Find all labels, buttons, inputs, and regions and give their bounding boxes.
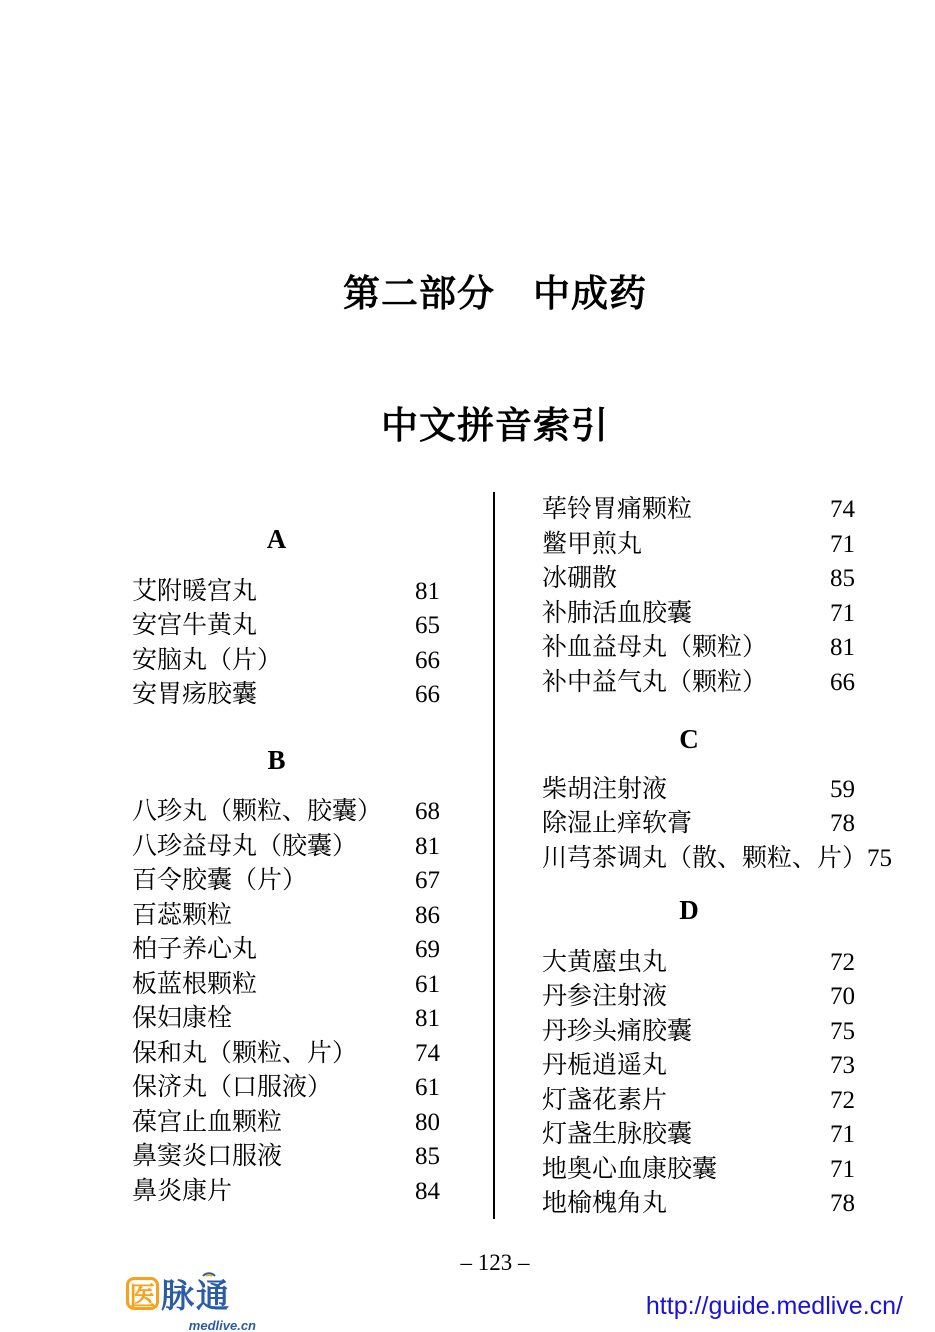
entry-page-number: 75 — [830, 1017, 855, 1045]
entry-name: 安胃疡胶囊 — [132, 681, 258, 708]
section-letter-B: B — [267, 744, 286, 775]
entry-name: 大黄䗪虫丸 — [542, 948, 668, 976]
entry-page-number: 81 — [415, 832, 440, 860]
index-entry — [523, 1118, 855, 1153]
entry-name: 地榆槐角丸 — [542, 1190, 668, 1217]
index-right-column — [523, 493, 893, 1222]
entry-name: 补肺活血胶囊 — [542, 599, 693, 627]
entry-page-number: 74 — [830, 496, 855, 523]
footer-url-link[interactable]: http://guide.medlive.cn/ — [645, 1292, 903, 1320]
index-entry — [523, 773, 855, 808]
entry-name: 丹栀逍遥丸 — [542, 1052, 668, 1079]
entry-page-number: 80 — [415, 1108, 440, 1136]
entry-page-number: 71 — [830, 530, 855, 558]
entry-page-number: 71 — [830, 1155, 855, 1183]
entry-page-number: 59 — [830, 775, 855, 803]
entry-name: 安宫牛黄丸 — [132, 612, 258, 639]
logo-yi-icon: 医 — [126, 1277, 159, 1310]
logo-domain-text: medlive.cn — [188, 1318, 256, 1332]
index-entry — [523, 597, 855, 632]
index-entry — [523, 562, 855, 597]
entry-name: 柏子养心丸 — [132, 936, 258, 963]
column-divider-rule — [493, 492, 495, 1219]
entry-page-number: 78 — [830, 1190, 855, 1217]
index-entry — [113, 575, 440, 610]
entry-name: 川芎茶调丸（散、颗粒、片） — [542, 844, 868, 872]
logo-text: 脉通 — [161, 1277, 231, 1314]
entry-name: 灯盏生脉胶囊 — [542, 1121, 693, 1148]
entry-name: 柴胡注射液 — [542, 775, 668, 803]
entry-page-number: 72 — [830, 1086, 855, 1114]
index-entry — [113, 830, 440, 865]
index-entry — [113, 1140, 440, 1175]
index-entry — [523, 980, 855, 1015]
index-section — [523, 893, 855, 1222]
entry-name: 板蓝根颗粒 — [132, 970, 258, 998]
entry-page-number: 85 — [830, 565, 855, 592]
entry-page-number: 71 — [830, 1121, 855, 1148]
index-entry — [113, 644, 440, 679]
entry-page-number: 84 — [415, 1177, 440, 1205]
page-number: – 123 – — [460, 1250, 530, 1275]
entry-page-number: 69 — [415, 936, 440, 963]
entry-name: 丹参注射液 — [542, 983, 668, 1010]
entry-page-number: 86 — [415, 901, 440, 929]
entry-page-number: 72 — [830, 948, 855, 976]
index-section — [523, 493, 855, 700]
entry-page-number: 65 — [415, 612, 440, 639]
index-title: 中文拼音索引 — [381, 404, 609, 446]
entry-page-number: 71 — [830, 599, 855, 627]
entry-name: 鳖甲煎丸 — [542, 530, 643, 558]
entry-page-number: 81 — [415, 577, 440, 605]
entry-page-number: 85 — [415, 1143, 440, 1170]
entry-name: 保和丸（颗粒、片） — [132, 1039, 358, 1067]
section-letter-C: C — [679, 724, 699, 754]
entry-page-number: 73 — [830, 1052, 855, 1079]
entry-page-number: 61 — [415, 970, 440, 998]
entry-name: 荜铃胃痛颗粒 — [542, 496, 693, 523]
entry-page-number: 81 — [830, 634, 855, 661]
index-entry — [113, 795, 440, 830]
entry-page-number: 68 — [415, 798, 440, 825]
index-entry — [113, 899, 440, 934]
entry-page-number: 67 — [415, 867, 440, 894]
index-entry — [113, 678, 440, 713]
entry-name: 冰硼散 — [542, 565, 618, 592]
entry-name: 补血益母丸（颗粒） — [542, 634, 768, 661]
entry-name: 保济丸（口服液） — [132, 1074, 333, 1101]
part-title: 第二部分 中成药 — [343, 272, 647, 314]
index-section — [523, 722, 893, 876]
section-letter-D: D — [679, 895, 699, 925]
entry-name: 鼻炎康片 — [132, 1177, 233, 1205]
entry-page-number: 61 — [415, 1074, 440, 1101]
index-entry — [113, 1037, 440, 1072]
index-entry — [113, 1071, 440, 1106]
index-entry — [523, 946, 855, 981]
index-entry — [523, 1153, 855, 1188]
entry-page-number: 74 — [415, 1039, 440, 1067]
index-entry — [523, 1187, 855, 1222]
entry-name: 灯盏花素片 — [542, 1086, 668, 1114]
index-entry — [523, 493, 855, 528]
index-left-column — [113, 522, 440, 1209]
index-entry — [523, 1015, 855, 1050]
entry-name: 葆宫止血颗粒 — [132, 1108, 283, 1136]
entry-page-number: 66 — [830, 668, 855, 696]
entry-name: 补中益气丸（颗粒） — [542, 668, 768, 696]
entry-page-number: 66 — [415, 646, 440, 674]
index-entry — [113, 1106, 440, 1141]
entry-page-number: 75 — [867, 844, 893, 872]
entry-name: 鼻窦炎口服液 — [132, 1143, 283, 1170]
signal-waves-icon — [200, 1264, 218, 1283]
index-section — [113, 522, 440, 713]
entry-page-number: 81 — [415, 1005, 440, 1032]
entry-name: 百令胶囊（片） — [132, 867, 308, 894]
index-section — [113, 743, 440, 1210]
index-entry — [113, 1175, 440, 1210]
index-entry — [113, 1002, 440, 1037]
index-entry — [523, 631, 855, 666]
index-entry — [523, 842, 893, 877]
index-entry — [523, 807, 855, 842]
entry-name: 百蕊颗粒 — [132, 901, 233, 929]
entry-page-number: 70 — [830, 983, 855, 1010]
entry-name: 保妇康栓 — [132, 1005, 233, 1032]
section-letter-A: A — [266, 524, 287, 554]
entry-name: 安脑丸（片） — [132, 646, 283, 674]
index-entry — [523, 528, 855, 563]
index-entry — [523, 1084, 855, 1119]
entry-page-number: 66 — [415, 681, 440, 708]
index-entry — [113, 933, 440, 968]
index-entry — [113, 968, 440, 1003]
entry-name: 八珍益母丸（胶囊） — [132, 832, 358, 860]
entry-page-number: 78 — [830, 810, 855, 837]
index-entry — [523, 666, 855, 701]
entry-name: 丹珍头痛胶囊 — [542, 1017, 693, 1045]
entry-name: 艾附暖宫丸 — [132, 577, 258, 605]
index-entry — [113, 864, 440, 899]
entry-name: 八珍丸（颗粒、胶囊） — [132, 798, 383, 825]
entry-name: 除湿止痒软膏 — [542, 810, 693, 837]
entry-name: 地奥心血康胶囊 — [542, 1155, 718, 1183]
index-entry — [113, 609, 440, 644]
medlive-logo — [126, 1270, 256, 1332]
index-entry — [523, 1049, 855, 1084]
